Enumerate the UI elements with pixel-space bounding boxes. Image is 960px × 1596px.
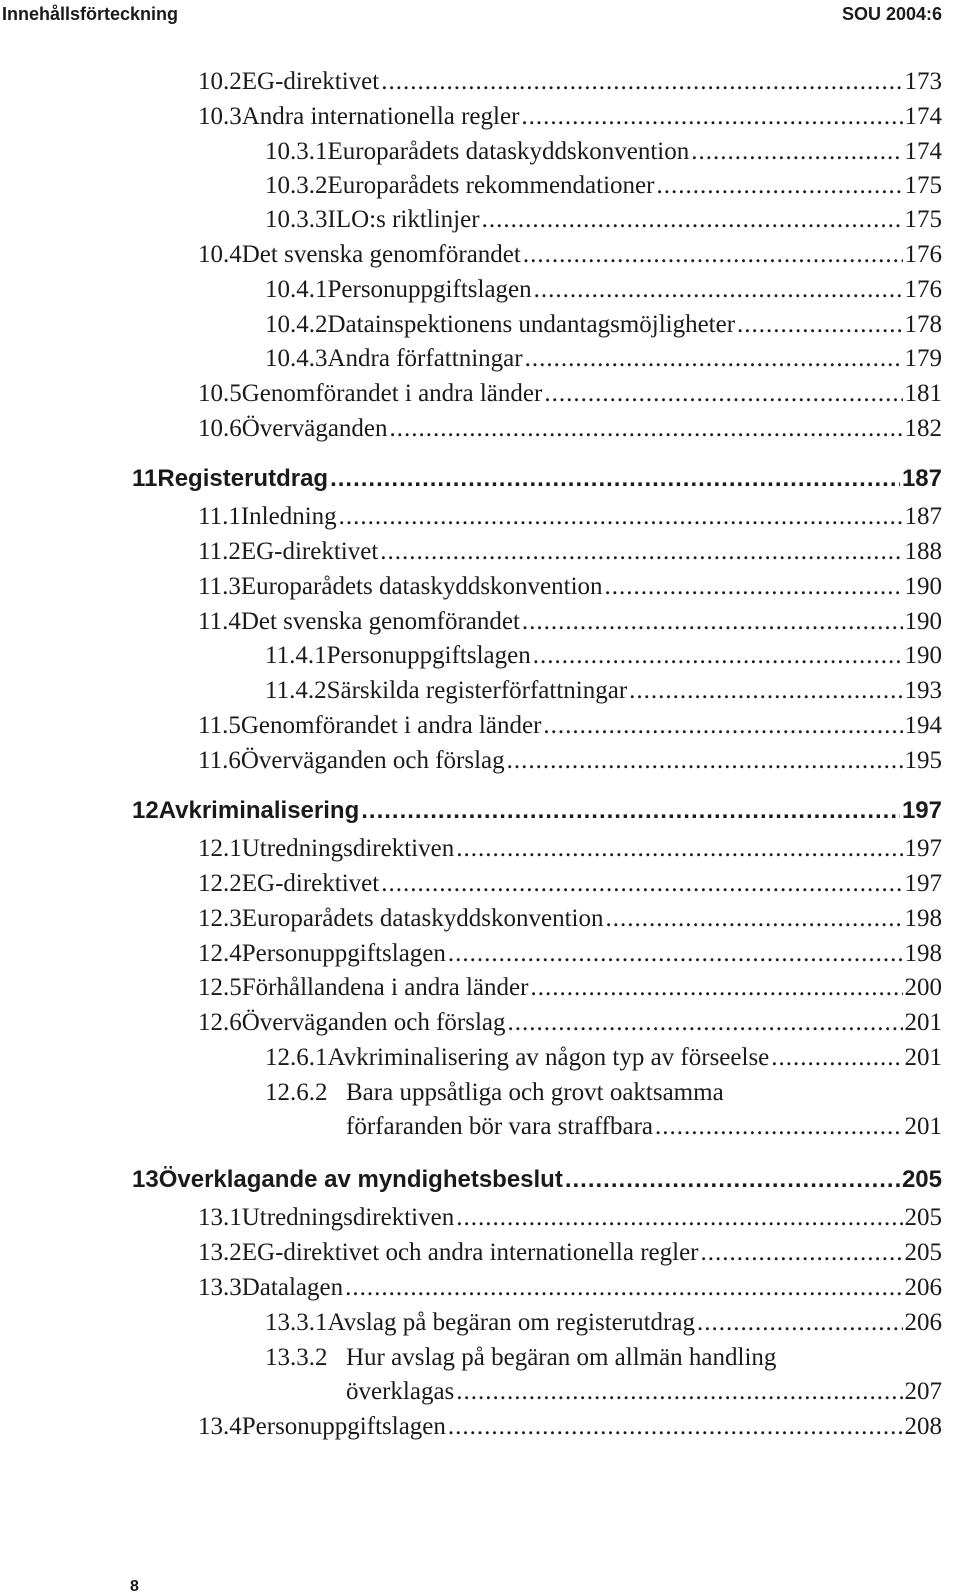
toc-entry-title: Datainspektionens undantagsmöjligheter xyxy=(327,311,736,338)
toc-entry-page: 175 xyxy=(904,206,942,233)
toc-entry-page: 187 xyxy=(904,503,942,530)
toc-entry-title: Europarådets dataskyddskonvention xyxy=(240,573,603,600)
toc-entry-number: 13.4 xyxy=(198,1413,242,1440)
dot-leader xyxy=(381,869,902,899)
toc-entry-number: 12.3 xyxy=(198,905,242,932)
toc-entry-title-continued: överklagas xyxy=(346,1378,455,1405)
toc-entry-number: 11.5 xyxy=(198,712,241,739)
toc-entry-number: 10.5 xyxy=(198,380,242,407)
toc-entry-page: 193 xyxy=(904,677,942,704)
toc-entry xyxy=(198,102,942,132)
toc-entry-page: 195 xyxy=(904,747,942,774)
toc-chapter-entry xyxy=(132,1165,942,1195)
toc-entry-title: Personuppgiftslagen xyxy=(327,276,532,303)
toc-entry-title: ILO:s riktlinjer xyxy=(327,206,480,233)
toc-entry-number: 11.4 xyxy=(198,608,241,635)
toc-entry-page: 200 xyxy=(904,974,942,1001)
toc-entry-page: 190 xyxy=(904,573,942,600)
toc-entry-page: 206 xyxy=(904,1309,942,1336)
toc-entry xyxy=(198,1412,942,1442)
toc-entry xyxy=(198,67,942,97)
toc-entry-page: 197 xyxy=(904,870,942,897)
dot-leader xyxy=(525,344,903,374)
toc-entry-number: 13.3 xyxy=(198,1274,242,1301)
toc-entry-title: Utredningsdirektiven xyxy=(241,835,455,862)
toc-entry-title: Personuppgiftslagen xyxy=(241,1413,446,1440)
toc-entry-number: 10.3 xyxy=(198,103,242,130)
dot-leader xyxy=(482,205,903,235)
toc-entry-continuation xyxy=(346,1112,942,1142)
toc-entry-page: 201 xyxy=(904,1044,942,1071)
toc-entry-page: 190 xyxy=(904,608,942,635)
toc-entry-title: Det svenska genomförandet xyxy=(241,241,521,268)
running-header xyxy=(0,0,960,30)
toc-entry-title: Europarådets rekommendationer xyxy=(327,172,655,199)
toc-entry-page: 205 xyxy=(904,1204,942,1231)
dot-leader xyxy=(543,711,902,741)
toc-entry-page: 201 xyxy=(904,1113,942,1140)
toc-entry-title: EG-direktivet xyxy=(241,68,380,95)
toc-entry-number: 10.3.1 xyxy=(265,138,328,165)
toc-entry-title: EG-direktivet och andra internationella regler xyxy=(241,1239,699,1266)
toc-entry xyxy=(198,572,942,602)
toc-entry-page: 205 xyxy=(901,1166,942,1193)
dot-leader xyxy=(456,1377,902,1407)
toc-entry xyxy=(265,310,942,340)
toc-entry xyxy=(198,240,942,270)
dot-leader xyxy=(508,1008,903,1038)
toc-entry-number: 11.4.1 xyxy=(265,642,327,669)
toc-entry-page: 182 xyxy=(904,415,942,442)
toc-entry xyxy=(198,502,942,532)
dot-leader xyxy=(345,1273,902,1303)
page-number: 8 xyxy=(130,1578,139,1595)
toc-entry xyxy=(265,205,942,235)
dot-leader xyxy=(456,1203,902,1233)
dot-leader xyxy=(507,746,903,776)
toc-entry-title: Det svenska genomförandet xyxy=(240,608,520,635)
toc-entry-number: 12.6 xyxy=(198,1009,242,1036)
toc-entry-title: Genomförandet i andra länder xyxy=(240,712,542,739)
toc-entry-title: Personuppgiftslagen xyxy=(241,940,446,967)
toc-chapter-entry xyxy=(132,464,942,494)
dot-leader xyxy=(521,102,902,132)
toc-entry-number: 10.4.1 xyxy=(265,276,328,303)
toc-entry-page: 205 xyxy=(904,1239,942,1266)
toc-entry-title: Utredningsdirektiven xyxy=(241,1204,455,1231)
toc-entry-title: Hur avslag på begäran om allmän handling xyxy=(346,1344,777,1371)
toc-chapter-entry xyxy=(132,796,942,826)
toc-entry xyxy=(198,379,942,409)
dot-leader xyxy=(381,67,902,97)
dot-leader xyxy=(330,464,900,494)
toc-entry-title: Andra internationella regler xyxy=(241,103,520,130)
toc-entry-number: 11.2 xyxy=(198,538,241,565)
toc-entry-number: 12.6.2 xyxy=(265,1079,328,1106)
toc-entry-page: 174 xyxy=(904,103,942,130)
toc-entry-title: Andra författningar xyxy=(327,345,523,372)
toc-entry-page: 179 xyxy=(904,345,942,372)
toc-entry-page: 175 xyxy=(904,172,942,199)
toc-entry-page: 208 xyxy=(904,1413,942,1440)
toc-entry-page: 207 xyxy=(904,1378,942,1405)
toc-entry xyxy=(198,869,942,899)
dot-leader xyxy=(605,572,903,602)
dot-leader xyxy=(448,1412,903,1442)
dot-leader xyxy=(533,641,903,671)
toc-entry-title: Genomförandet i andra länder xyxy=(241,380,543,407)
toc-entry-number: 12.6.1 xyxy=(265,1044,328,1071)
toc-entry-page: 176 xyxy=(904,276,942,303)
toc-entry xyxy=(198,537,942,567)
toc-entry xyxy=(198,973,942,1003)
toc-entry-number: 11.1 xyxy=(198,503,241,530)
toc-entry-number: 11.6 xyxy=(198,747,241,774)
header-title: Innehållsförteckning xyxy=(2,4,179,24)
dot-leader xyxy=(656,171,902,201)
dot-leader xyxy=(697,1308,903,1338)
toc-entry-title: Bara uppsåtliga och grovt oaktsamma xyxy=(346,1079,724,1106)
toc-entry-number: 13.2 xyxy=(198,1239,242,1266)
toc-entry-title: Datalagen xyxy=(241,1274,344,1301)
toc-entry xyxy=(198,414,942,444)
toc-entry xyxy=(198,834,942,864)
toc-entry-page: 198 xyxy=(904,905,942,932)
toc-entry xyxy=(265,1308,942,1338)
dot-leader xyxy=(691,137,902,167)
toc-entry xyxy=(265,1078,724,1108)
toc-entry-number: 13.1 xyxy=(198,1204,242,1231)
toc-entry-title: EG-direktivet xyxy=(240,538,379,565)
toc-entry-page: 181 xyxy=(904,380,942,407)
toc-entry-title: Överväganden och förslag xyxy=(241,1009,506,1036)
dot-leader xyxy=(771,1043,902,1073)
dot-leader xyxy=(456,834,902,864)
toc-entry xyxy=(265,344,942,374)
dot-leader xyxy=(523,240,903,270)
toc-entry xyxy=(198,1008,942,1038)
toc-entry-title: Särskilda registerförfattningar xyxy=(326,677,628,704)
toc-entry-page: 176 xyxy=(904,241,942,268)
dot-leader xyxy=(361,796,900,826)
toc-entry-number: 13.3.1 xyxy=(265,1309,328,1336)
toc-entry-page: 197 xyxy=(904,835,942,862)
toc-entry xyxy=(265,1343,776,1373)
toc-entry-number: 10.4.2 xyxy=(265,311,328,338)
toc-entry xyxy=(265,1043,942,1073)
toc-entry-number: 11.3 xyxy=(198,573,241,600)
toc-entry xyxy=(198,1273,942,1303)
dot-leader xyxy=(701,1238,903,1268)
toc-entry-title: Överväganden och förslag xyxy=(240,747,505,774)
toc-entry-page: 188 xyxy=(904,538,942,565)
toc-entry-title: Överväganden xyxy=(241,415,388,442)
toc-entry-title: Registerutdrag xyxy=(157,465,329,492)
toc-entry-page: 178 xyxy=(904,311,942,338)
dot-leader xyxy=(448,939,903,969)
toc-entry-number: 12.1 xyxy=(198,835,242,862)
dot-leader xyxy=(565,1165,900,1195)
toc-entry xyxy=(198,904,942,934)
toc-entry-number: 12.5 xyxy=(198,974,242,1001)
toc-entry-number: 10.3.3 xyxy=(265,206,328,233)
toc-entry-title: Avkriminalisering av någon typ av förseelse xyxy=(327,1044,770,1071)
toc-entry-page: 194 xyxy=(904,712,942,739)
dot-leader xyxy=(390,414,903,444)
toc-entry-title: Avkriminalisering xyxy=(158,797,360,824)
dot-leader xyxy=(544,379,902,409)
toc-entry-page: 197 xyxy=(901,797,942,824)
toc-entry-title: Inledning xyxy=(240,503,337,530)
toc-entry-number: 12.4 xyxy=(198,940,242,967)
toc-entry-page: 206 xyxy=(904,1274,942,1301)
toc-entry-title: Europarådets dataskyddskonvention xyxy=(327,138,690,165)
toc-entry xyxy=(265,171,942,201)
toc-entry-title: Förhållandena i andra länder xyxy=(241,974,529,1001)
toc-entry-number: 10.3.2 xyxy=(265,172,328,199)
toc-entry-title-continued: förfaranden bör vara straffbara xyxy=(346,1113,653,1140)
toc-entry xyxy=(265,137,942,167)
toc-entry-number: 10.2 xyxy=(198,68,242,95)
toc-entry-page: 198 xyxy=(904,940,942,967)
toc-entry xyxy=(198,1238,942,1268)
dot-leader xyxy=(655,1112,903,1142)
toc-entry-number: 12.2 xyxy=(198,870,242,897)
toc-entry-page: 187 xyxy=(901,465,942,492)
toc-entry xyxy=(198,1203,942,1233)
toc-entry xyxy=(265,641,942,671)
toc-entry xyxy=(198,746,942,776)
toc-entry-number: 13.3.2 xyxy=(265,1344,328,1371)
toc-entry-title: EG-direktivet xyxy=(241,870,380,897)
toc-entry xyxy=(198,711,942,741)
toc-entry-number: 11.4.2 xyxy=(265,677,327,704)
toc-entry-page: 190 xyxy=(904,642,942,669)
toc-entry-title: Personuppgiftslagen xyxy=(326,642,531,669)
toc-entry-title: Överklagande av myndighetsbeslut xyxy=(158,1166,563,1193)
dot-leader xyxy=(380,537,902,567)
toc-entry-number: 11 xyxy=(132,465,158,492)
toc-entry-continuation xyxy=(346,1377,942,1407)
dot-leader xyxy=(629,676,902,706)
toc-entry-number: 10.4.3 xyxy=(265,345,328,372)
toc-entry-number: 13 xyxy=(132,1166,159,1193)
toc-entry xyxy=(198,607,942,637)
toc-entry xyxy=(265,275,942,305)
toc-entry xyxy=(265,676,942,706)
header-document-id: SOU 2004:6 xyxy=(841,4,942,24)
toc-entry-page: 201 xyxy=(904,1009,942,1036)
dot-leader xyxy=(339,502,903,532)
toc-entry-title: Avslag på begäran om registerutdrag xyxy=(327,1309,695,1336)
toc-entry xyxy=(198,939,942,969)
toc-entry-title: Europarådets dataskyddskonvention xyxy=(241,905,604,932)
toc-entry-number: 10.4 xyxy=(198,241,242,268)
toc-entry-page: 173 xyxy=(904,68,942,95)
dot-leader xyxy=(737,310,902,340)
toc-entry-number: 12 xyxy=(132,797,159,824)
dot-leader xyxy=(530,973,902,1003)
dot-leader xyxy=(605,904,902,934)
toc-entry-page: 174 xyxy=(904,138,942,165)
dot-leader xyxy=(534,275,903,305)
toc-entry-number: 10.6 xyxy=(198,415,242,442)
dot-leader xyxy=(522,607,903,637)
